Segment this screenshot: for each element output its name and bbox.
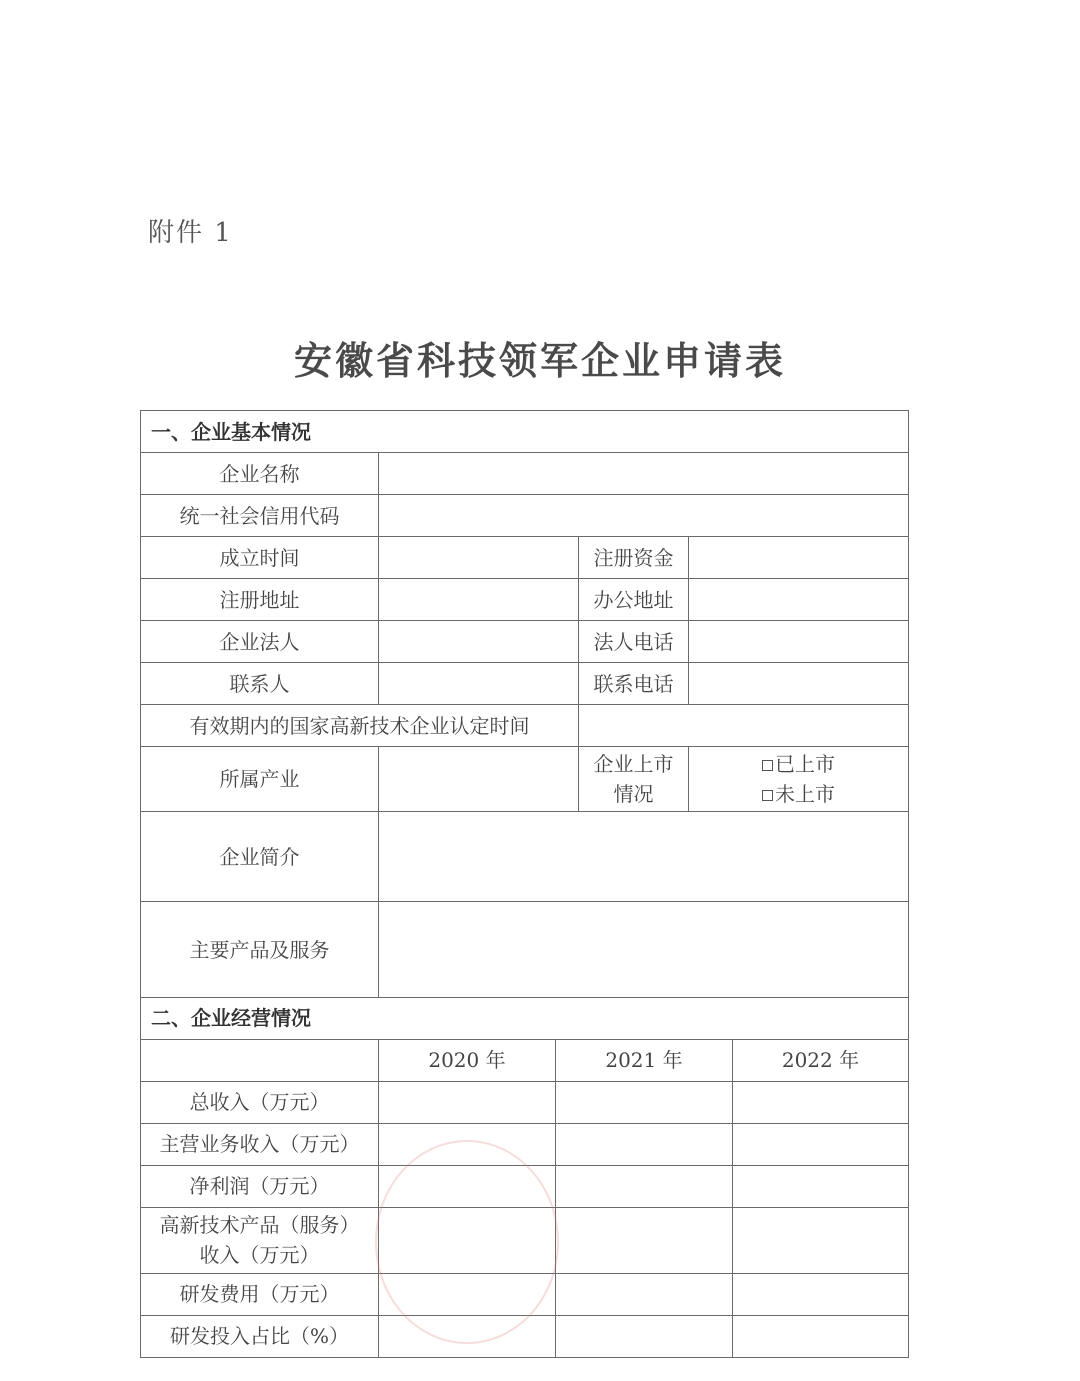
option-listed[interactable] [693,749,904,779]
label-intro: 企业简介 [141,812,379,902]
application-form [140,410,908,1358]
row-net-profit [141,1165,909,1207]
year-2022: 2022 年 [733,1039,909,1081]
row-company-name [141,453,909,495]
row-hitech-cert [141,705,909,747]
field-intro[interactable] [379,812,909,902]
field-hitech-revenue-2022[interactable] [733,1207,909,1273]
form-title: 安徽省科技领军企业申请表 [293,338,786,383]
checkbox-listed-icon[interactable] [762,760,773,771]
field-industry[interactable] [379,747,579,812]
row-industry [141,747,909,812]
label-registered-address: 注册地址 [141,579,379,621]
field-listing-options [689,747,909,812]
label-credit-code: 统一社会信用代码 [141,495,379,537]
field-office-address[interactable] [689,579,909,621]
option-listed-label: 已上市 [775,752,835,776]
field-hitech-revenue-2021[interactable] [556,1207,733,1273]
label-company-name: 企业名称 [141,453,379,495]
label-hitech-cert: 有效期内的国家高新技术企业认定时间 [141,705,579,747]
label-registered-capital: 注册资金 [579,537,689,579]
label-listing-line1: 企业上市 [593,752,674,776]
field-main-revenue-2022[interactable] [733,1123,909,1165]
field-legal-phone[interactable] [689,621,909,663]
field-rd-ratio-2021[interactable] [556,1315,733,1357]
label-total-revenue: 总收入（万元） [141,1081,379,1123]
row-main-revenue [141,1123,909,1165]
label-rd-cost: 研发费用（万元） [141,1273,379,1315]
label-hitech-revenue [141,1207,379,1273]
label-established: 成立时间 [141,537,379,579]
label-contact: 联系人 [141,663,379,705]
field-total-revenue-2022[interactable] [733,1081,909,1123]
field-credit-code[interactable] [379,495,909,537]
year-2020: 2020 年 [379,1039,556,1081]
section-operations-heading: 二、企业经营情况 [141,997,909,1039]
attachment-label: 附件 1 [148,218,233,248]
label-rd-ratio: 研发投入占比（%） [141,1315,379,1357]
field-contact[interactable] [379,663,579,705]
section-operations-header-row [141,997,909,1039]
field-total-revenue-2020[interactable] [379,1081,556,1123]
field-total-revenue-2021[interactable] [556,1081,733,1123]
row-credit-code [141,495,909,537]
row-hitech-revenue [141,1207,909,1273]
field-legal-person[interactable] [379,621,579,663]
field-net-profit-2021[interactable] [556,1165,733,1207]
field-main-revenue-2020[interactable] [379,1123,556,1165]
label-main-revenue: 主营业务收入（万元） [141,1123,379,1165]
row-intro [141,812,909,902]
label-listing-line2: 情况 [613,782,654,806]
row-address [141,579,909,621]
field-hitech-revenue-2020[interactable] [379,1207,556,1273]
row-contact [141,663,909,705]
field-rd-ratio-2022[interactable] [733,1315,909,1357]
label-net-profit: 净利润（万元） [141,1165,379,1207]
field-rd-cost-2020[interactable] [379,1273,556,1315]
field-net-profit-2020[interactable] [379,1165,556,1207]
label-listing [579,747,689,812]
option-unlisted[interactable] [693,779,904,809]
field-rd-cost-2021[interactable] [556,1273,733,1315]
field-established[interactable] [379,537,579,579]
row-legal-person [141,621,909,663]
field-rd-cost-2022[interactable] [733,1273,909,1315]
label-contact-phone: 联系电话 [579,663,689,705]
field-registered-capital[interactable] [689,537,909,579]
label-hitech-revenue-line2: 收入（万元） [199,1243,320,1267]
row-total-revenue [141,1081,909,1123]
operations-table [140,997,909,1358]
field-company-name[interactable] [379,453,909,495]
label-office-address: 办公地址 [579,579,689,621]
row-rd-cost [141,1273,909,1315]
row-years [141,1039,909,1081]
checkbox-unlisted-icon[interactable] [762,790,773,801]
label-hitech-revenue-line1: 高新技术产品（服务） [159,1213,360,1237]
row-products [141,902,909,998]
form-table [140,410,909,998]
option-unlisted-label: 未上市 [775,782,835,806]
field-products[interactable] [379,902,909,998]
field-contact-phone[interactable] [689,663,909,705]
field-rd-ratio-2020[interactable] [379,1315,556,1357]
year-header-blank [141,1039,379,1081]
label-legal-phone: 法人电话 [579,621,689,663]
section-basic-header-row [141,411,909,453]
section-basic-heading: 一、企业基本情况 [141,411,909,453]
field-hitech-cert[interactable] [579,705,909,747]
row-established [141,537,909,579]
year-2021: 2021 年 [556,1039,733,1081]
label-industry: 所属产业 [141,747,379,812]
row-rd-ratio [141,1315,909,1357]
label-products: 主要产品及服务 [141,902,379,998]
field-main-revenue-2021[interactable] [556,1123,733,1165]
field-net-profit-2022[interactable] [733,1165,909,1207]
field-registered-address[interactable] [379,579,579,621]
label-legal-person: 企业法人 [141,621,379,663]
